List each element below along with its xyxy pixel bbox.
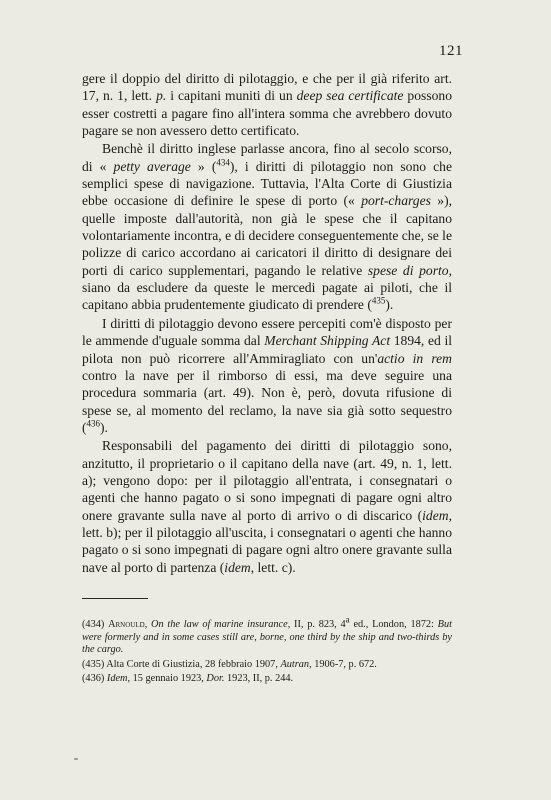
text-run: (434) [82, 618, 109, 630]
reference-number: 435 [371, 295, 386, 306]
italic-text: p. [156, 88, 167, 104]
footnotes [82, 614, 452, 686]
text-run: Arnould [108, 618, 145, 630]
italic-text: idem [422, 507, 449, 523]
footnote [82, 673, 452, 686]
text-run: , lett. b); per il pilotaggio all'uscita, i consegnatari o agenti che hanno pagato o si sono impegnati di pagare ogni altro onere gravante sulla nave al porto di partenza ( [82, 507, 452, 575]
page-number: 121 [439, 43, 463, 59]
footnote [82, 659, 452, 672]
text-run: , II, p. 823, 4 [287, 618, 346, 630]
italic-text: Idem [106, 673, 128, 685]
italic-text: actio in rem [377, 350, 452, 366]
text-run: , 15 gennaio 1923, [127, 673, 207, 685]
text-run: »), quelle imposte dall'autorità, non già le spese che il capitano volontariamente incontra, e di decidere conseguentemente che, se le polizze di carico accordano ai caricatori il diritto di designare dei porti di carico supplementari, pagando le relative [82, 193, 453, 278]
italic-text: But were formerly and in some cases still are, borne, one third by the ship and two-thirds by the cargo. [82, 618, 452, 656]
reference-number: 436 [86, 418, 101, 429]
text-run: contro la nave per il rimborso di essi, ma deve seguire una procedura sommaria (art. 49). Non è, però, dovuta rifusione di spese se, al momento del reclamo, la nave sia già sotto sequestro ( [82, 367, 452, 435]
main-paragraphs [82, 70, 452, 576]
italic-text: Autran [280, 658, 310, 670]
text-run: (435) Alta Corte di Giustizia, 28 febbraio 1907, [82, 658, 281, 670]
text-run: » ( [190, 158, 217, 174]
text-run: Benchè il diritto inglese parlasse ancora, fino al secolo scorso, di « [82, 141, 452, 174]
text-run: gere il doppio del diritto di pilotaggio, e che per il già riferito art. 17, n. 1, lett. [82, 71, 452, 104]
text-run: ), i diritti di pilotaggio non sono che semplici spese di navigazione. Tuttavia, l'Alta Corte di Giustizia ebbe occasione di definire le spese di porto (« [82, 158, 452, 209]
text-run: (436) [82, 673, 107, 685]
reference-number: a [345, 614, 350, 625]
italic-text: petty average [113, 158, 191, 174]
paragraph [82, 70, 452, 139]
footnote [82, 614, 452, 657]
paper-speck [74, 758, 78, 760]
text-run: , [144, 618, 152, 630]
paragraph [82, 437, 452, 576]
text-run: possono esser costretti a pagare fino all'intera somma che avrebbero dovuto pagare se non avessero detto certificato. [82, 88, 452, 139]
text-run: i capitani muniti di un [166, 88, 297, 104]
footnote-rule [82, 598, 148, 599]
text-run: 1923, II, p. 244. [224, 673, 294, 685]
text-run: ). [100, 419, 108, 435]
italic-text: port-charges [361, 193, 431, 209]
text-run: I diritti di pilotaggio devono essere percepiti com'è disposto per le ammende d'uguale somma dal [82, 315, 452, 349]
text-run: , lett. c). [250, 559, 296, 575]
italic-text: deep sea certificate [296, 88, 404, 104]
italic-text: On the law of marine insurance [151, 618, 288, 630]
text-run: Responsabili del pagamento dei diritti di pilotaggio sono, anzitutto, il proprietario o il capitano della nave (art. 49, n. 1, lett. a); vengono dopo: per il pilotaggio all'entrata, i consegnatari o agenti che hanno pagato o si sono impegnati di pagare ogni altro onere gravante sulla nave al porto di arrivo o di discarico ( [82, 438, 452, 523]
text-run: , 1906-7, p. 672. [309, 658, 377, 670]
text-run: ed., London, 1872: [349, 618, 438, 630]
body-text [82, 70, 452, 688]
text-run: ). [385, 297, 394, 313]
paragraph [82, 140, 452, 313]
reference-number: 434 [216, 157, 230, 168]
italic-text: Merchant Shipping Act [264, 333, 391, 349]
text-run: 1894, ed il pilota non può ricorrere all'Ammiragliato con un' [82, 333, 453, 366]
paragraph [82, 315, 452, 436]
italic-text: idem [224, 559, 251, 575]
italic-text: spese di porto [367, 262, 449, 278]
text-run: , siano da escludere da queste le mercedi pagate ai piloti, che il capitano abbia prudentemente giudicato di prendere ( [82, 262, 452, 313]
italic-text: Dor. [206, 673, 225, 685]
